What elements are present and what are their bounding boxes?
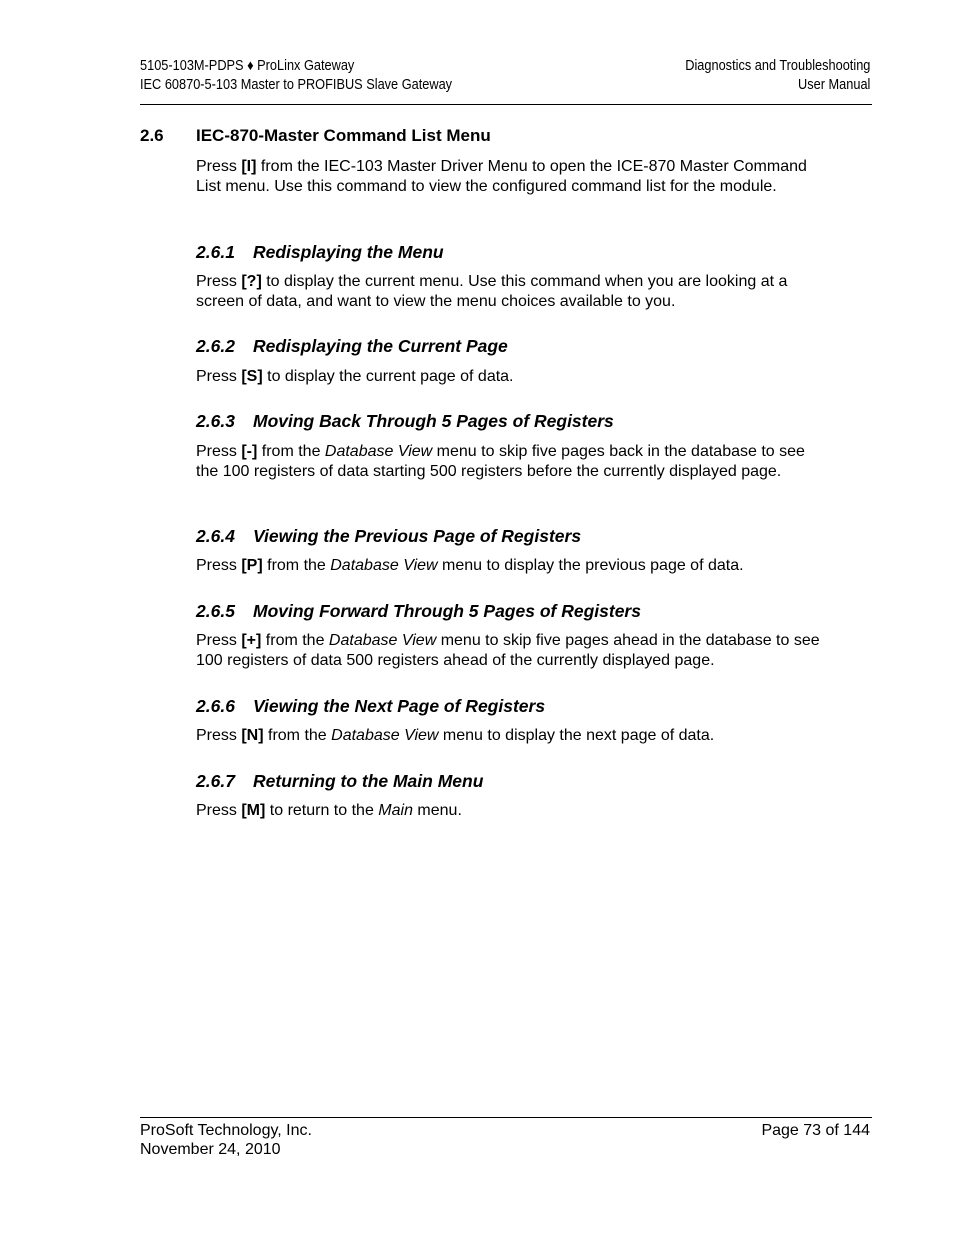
subsection-body [196, 367, 826, 387]
key-command: [I] [241, 158, 257, 175]
subsection-title: Moving Forward Through 5 Pages of Registers [253, 601, 641, 621]
page-header-left [140, 57, 452, 95]
subsection-body [196, 272, 826, 312]
subsection-title: Redisplaying the Current Page [253, 336, 508, 356]
subsection-body [196, 726, 826, 746]
key-command: [-] [241, 443, 258, 460]
header-product-line: 5105-103M-PDPS ♦ ProLinx Gateway [140, 58, 355, 74]
text: menu to skip five pages back in the database to see the 100 registers of data starting 500 registers before the currently displayed page. [196, 443, 805, 480]
subsection-heading [196, 771, 483, 791]
key-command: [+] [241, 632, 262, 649]
subsection-heading [196, 242, 444, 262]
header-divider [140, 104, 872, 105]
text: Press [196, 158, 242, 175]
text: from the [262, 557, 331, 574]
subsection-heading [196, 696, 545, 716]
key-command: [S] [241, 368, 263, 385]
text: menu. [412, 802, 462, 819]
subsection-heading [196, 336, 508, 356]
subsection-body [196, 442, 826, 482]
menu-name: Database View [331, 727, 439, 744]
text: Press [196, 273, 242, 290]
subsection-body [196, 801, 826, 821]
subsection-body [196, 631, 826, 671]
text: Press [196, 557, 242, 574]
footer-page-number: Page 73 of 144 [761, 1122, 870, 1139]
subsection-number: 2.6.3 [196, 411, 235, 431]
footer-company: ProSoft Technology, Inc. [140, 1122, 312, 1139]
text: Press [196, 632, 242, 649]
text: from the [263, 727, 332, 744]
subsection-heading [196, 526, 581, 546]
subsection-title: Redisplaying the Menu [253, 242, 444, 262]
subsection-number: 2.6.1 [196, 242, 235, 262]
subsection-number: 2.6.5 [196, 601, 235, 621]
page-footer-left [140, 1121, 312, 1159]
text: to display the current page of data. [262, 368, 514, 385]
section-title: IEC-870-Master Command List Menu [196, 126, 491, 145]
subsection-title: Viewing the Previous Page of Registers [253, 526, 582, 546]
text: from the IEC-103 Master Driver Menu to open the ICE-870 Master Command List menu. Use this command to view the configured command list for the module. [196, 158, 807, 195]
subsection-number: 2.6.7 [196, 771, 235, 791]
subsection-title: Moving Back Through 5 Pages of Registers [253, 411, 614, 431]
section-number: 2.6 [140, 126, 164, 145]
text: Press [196, 368, 242, 385]
text: menu to display the next page of data. [438, 727, 715, 744]
page-footer-right [761, 1121, 870, 1140]
text: menu to skip five pages ahead in the database to see 100 registers of data 500 registers ahead of the currently displayed page. [196, 632, 820, 669]
menu-name: Main [378, 802, 413, 819]
subsection-title: Returning to the Main Menu [253, 771, 484, 791]
page-header-right [685, 57, 870, 95]
text: from the [261, 632, 329, 649]
header-manual-type: User Manual [797, 77, 870, 93]
menu-name: Database View [324, 443, 433, 460]
subsection-number: 2.6.4 [196, 526, 235, 546]
menu-name: Database View [328, 632, 437, 649]
text: menu to display the previous page of data. [437, 557, 744, 574]
subsection-heading [196, 411, 614, 431]
menu-name: Database View [330, 557, 438, 574]
subsection-heading [196, 601, 641, 621]
header-chapter-title: Diagnostics and Troubleshooting [684, 58, 870, 74]
text: Press [196, 727, 242, 744]
subsection-number: 2.6.6 [196, 696, 235, 716]
text: from the [257, 443, 325, 460]
subsection-body [196, 556, 826, 576]
subsection-number: 2.6.2 [196, 336, 235, 356]
subsection-title: Viewing the Next Page of Registers [253, 696, 546, 716]
text: to display the current menu. Use this command when you are looking at a screen of data, and want to view the menu choices available to you. [196, 273, 788, 310]
text: Press [196, 802, 242, 819]
key-command: [P] [241, 557, 263, 574]
key-command: [N] [241, 727, 264, 744]
text: Press [196, 443, 242, 460]
footer-divider [140, 1117, 872, 1118]
text: to return to the [265, 802, 379, 819]
key-command: [M] [241, 802, 266, 819]
section-intro [196, 157, 826, 197]
header-product-description: IEC 60870-5-103 Master to PROFIBUS Slave Gateway [140, 77, 453, 93]
footer-date: November 24, 2010 [140, 1141, 281, 1158]
key-command: [?] [241, 273, 262, 290]
